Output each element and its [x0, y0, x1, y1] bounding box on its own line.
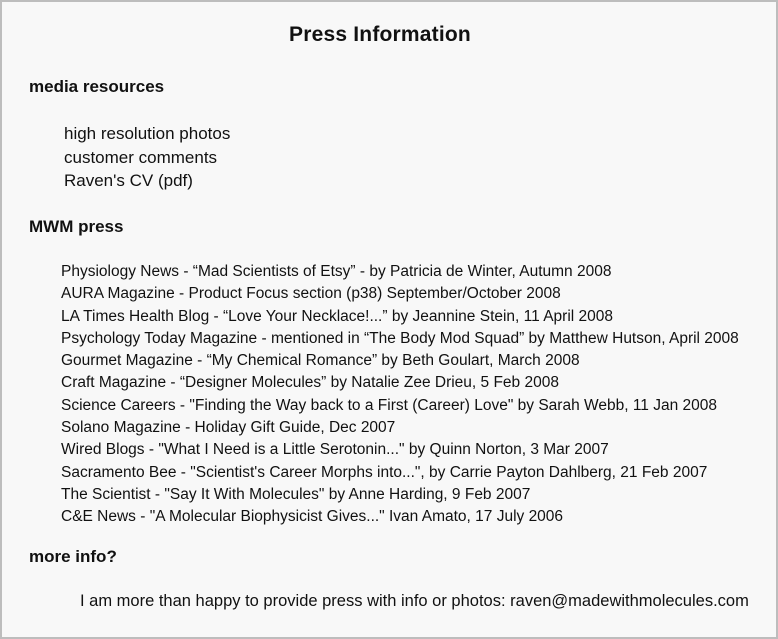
press-item-ce-news[interactable]: C&E News - "A Molecular Biophysicist Gives..." Ivan Amato, 17 July 2006 [61, 508, 564, 526]
press-item-aura-magazine[interactable]: AURA Magazine - Product Focus section (p38) September/October 2008 [61, 285, 561, 303]
customer-comments-link[interactable]: customer comments [64, 147, 218, 167]
press-item-physiology-news[interactable]: Physiology News - “Mad Scientists of Etsy” - by Patricia de Winter, Autumn 2008 [61, 263, 612, 280]
press-item-psychology-today[interactable]: Psychology Today Magazine - mentioned in “The Body Mod Squad” by Matthew Hutson, April 2008 [61, 329, 739, 347]
press-item-science-careers[interactable]: Science Careers - "Finding the Way back to a First (Career) Love" by Sarah Webb, 11 Jan 2008 [61, 396, 717, 414]
press-item-gourmet[interactable]: Gourmet Magazine - “My Chemical Romance” by Beth Goulart, March 2008 [61, 352, 580, 370]
press-item-solano[interactable]: Solano Magazine - Holiday Gift Guide, Dec 2007 [61, 419, 396, 437]
press-list [61, 261, 739, 529]
high-resolution-photos-link[interactable]: high resolution photos [64, 124, 231, 143]
mwm-press-heading: MWM press [29, 217, 124, 236]
press-item-craft[interactable]: Craft Magazine - “Designer Molecules” by Natalie Zee Drieu, 5 Feb 2008 [61, 374, 559, 392]
press-item-wired-blogs[interactable]: Wired Blogs - "What I Need is a Little Serotonin..." by Quinn Norton, 3 Mar 2007 [61, 441, 609, 459]
contact-text[interactable]: I am more than happy to provide press with info or photos: raven@madewithmolecules.com [80, 592, 749, 610]
press-item-la-times[interactable]: LA Times Health Blog - “Love Your Necklace!...” by Jeannine Stein, 11 April 2008 [61, 307, 614, 325]
page-title: Press Information [289, 23, 471, 46]
media-resources-heading: media resources [29, 77, 165, 96]
more-info-heading: more info? [29, 547, 117, 566]
media-resources-list [64, 122, 230, 193]
press-item-sacramento-bee[interactable]: Sacramento Bee - "Scientist's Career Morphs into...", by Carrie Payton Dahlberg, 21 Feb 2007 [61, 463, 708, 481]
press-item-the-scientist[interactable]: The Scientist - "Say It With Molecules" by Anne Harding, 9 Feb 2007 [61, 485, 531, 503]
ravens-cv-link[interactable]: Raven's CV (pdf) [64, 171, 193, 190]
